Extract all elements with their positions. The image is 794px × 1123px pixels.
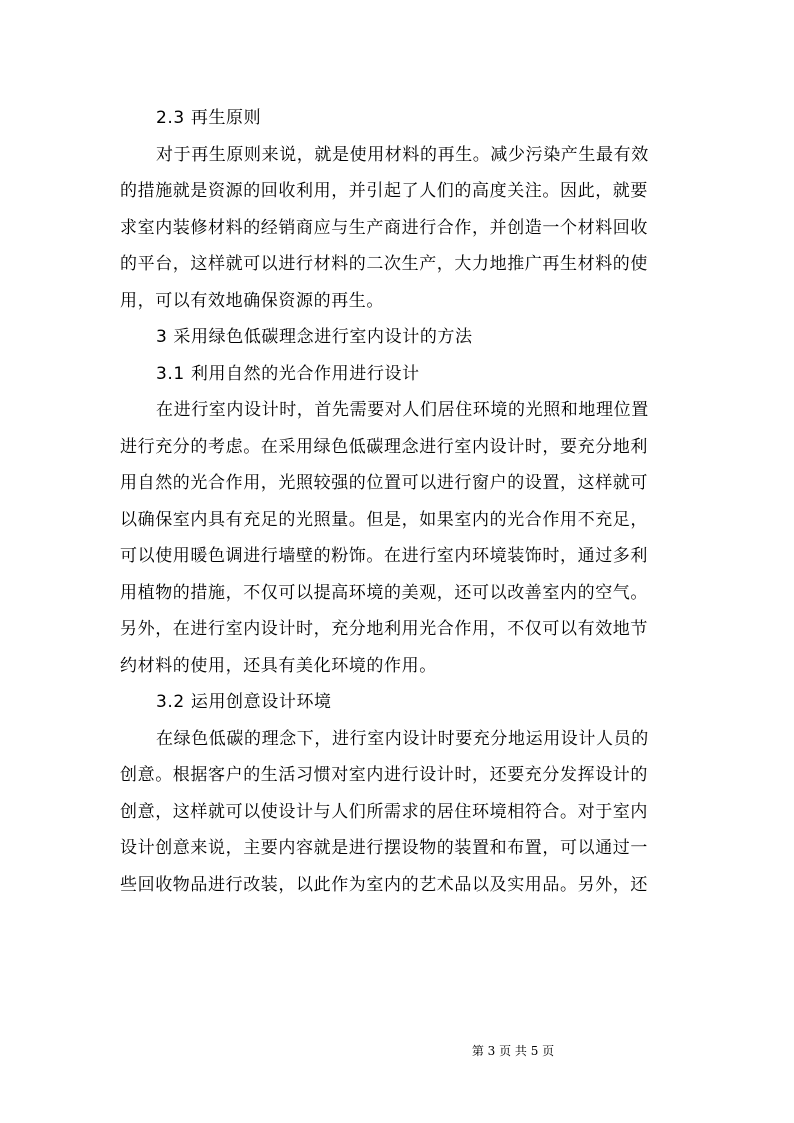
text-line: 用自然的光合作用，光照较强的位置可以进行窗户的设置，这样就可 (120, 473, 648, 493)
document-body (120, 100, 676, 903)
text-line: 进行充分的考虑。在采用绿色低碳理念进行室内设计时，要充分地利 (120, 436, 648, 457)
text-line: 在进行室内设计时，首先需要对人们居住环境的光照和地理位置 (156, 400, 649, 420)
text-line: 创意。根据客户的生活习惯对室内进行设计时，还要充分发挥设计的 (120, 765, 648, 785)
text-line: 的措施就是资源的回收利用，并引起了人们的高度关注。因此，就要 (120, 181, 648, 201)
text-line: 些回收物品进行改装，以此作为室内的艺术品以及实用品。另外，还 (120, 874, 648, 895)
text-line: 可以使用暖色调进行墙壁的粉饰。在进行室内环境装饰时，通过多利 (120, 546, 648, 566)
text-line: 以确保室内具有充足的光照量。但是，如果室内的光合作用不充足， (120, 509, 648, 530)
text-line: 3.2 运用创意设计环境 (156, 692, 332, 712)
text-line: 创意，这样就可以使设计与人们所需求的居住环境相符合。对于室内 (120, 801, 648, 822)
text-line: 约材料的使用，还具有美化环境的作用。 (120, 655, 437, 676)
text-line: 3.1 利用自然的光合作用进行设计 (156, 363, 420, 384)
text-line: 另外，在进行室内设计时，充分地利用光合作用，不仅可以有效地节 (120, 619, 648, 639)
text-line: 在绿色低碳的理念下，进行室内设计时要充分地运用设计人员的 (156, 728, 649, 749)
page-footer: 第 3 页 共 5 页 (471, 1044, 555, 1058)
text-line: 的平台，这样就可以进行材料的二次生产，大力地推广再生材料的使 (120, 254, 648, 274)
text-line: 2.3 再生原则 (156, 108, 262, 128)
text-line: 设计创意来说，主要内容就是进行摆设物的装置和布置，可以通过一 (120, 838, 648, 858)
text-line: 用植物的措施，不仅可以提高环境的美观，还可以改善室内的空气。 (120, 582, 648, 603)
text-line: 用，可以有效地确保资源的再生。 (120, 290, 384, 311)
text-line: 3 采用绿色低碳理念进行室内设计的方法 (156, 327, 473, 347)
text-line: 对于再生原则来说，就是使用材料的再生。减少污染产生最有效 (156, 144, 649, 165)
text-line: 求室内装修材料的经销商应与生产商进行合作，并创造一个材料回收 (120, 217, 648, 238)
